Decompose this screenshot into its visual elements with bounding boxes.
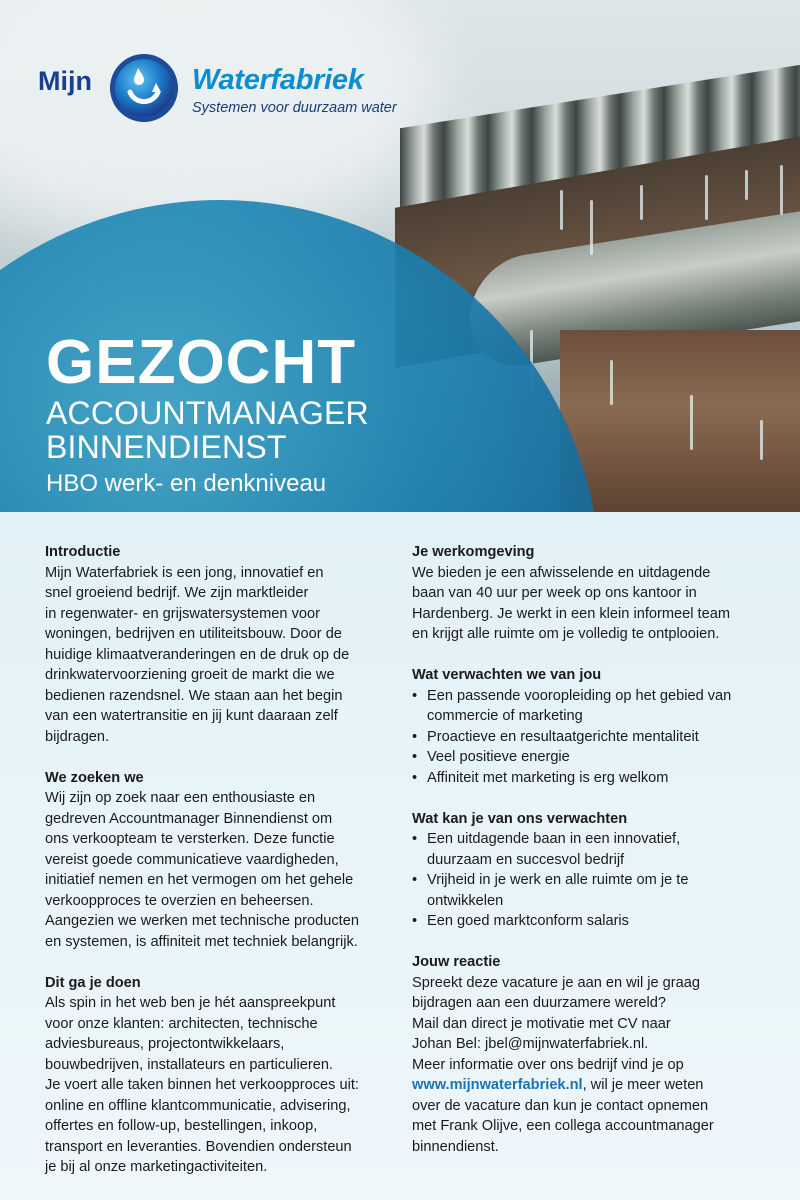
list-item-line: ontwikkelen <box>427 892 504 909</box>
list-item-line: • Veel positieve energie <box>427 749 570 765</box>
offer-list <box>412 829 777 932</box>
text-line: over de vacature dan kun je contact opnemen <box>412 1097 709 1114</box>
section-offer <box>412 809 777 932</box>
job-headline <box>46 330 369 498</box>
list-item-line: • Een passende vooropleiding op het gebied van <box>427 687 732 704</box>
section-title: Je werkomgeving <box>412 544 535 560</box>
text-line: Als spin in het web ben je hét aanspreekpunt <box>45 995 336 1011</box>
text-line: We bieden je een afwisselende en uitdagende <box>412 564 711 581</box>
list-item-line: duurzaam en succesvol bedrijf <box>427 851 625 868</box>
list-item <box>412 911 777 932</box>
text-line: Je voert alle taken binnen het verkoopproces uit: <box>45 1077 359 1093</box>
text-line: bijdragen aan een duurzamere wereld? <box>412 995 666 1011</box>
text-line: Meer informatie over ons bedrijf vind je op <box>412 1056 684 1073</box>
list-item <box>412 768 777 789</box>
section-reaction <box>412 952 777 1157</box>
text-line: met Frank Olijve, een collega accountmanager <box>412 1118 714 1134</box>
list-item <box>412 727 777 748</box>
text-line: en systemen, is affiniteit met techniek belangrijk. <box>45 933 358 950</box>
section-seeking <box>45 768 385 953</box>
logo-prefix: Mijn <box>38 66 92 96</box>
text-line: transport en leveranties. Bovendien ondersteun <box>45 1138 352 1155</box>
text-line: van een watertransitie en jij kunt daaraan zelf <box>45 708 338 724</box>
list-item <box>412 747 777 768</box>
list-item-line: commercie of marketing <box>427 708 583 724</box>
right-column <box>412 542 777 1178</box>
text-line: huidige klimaatveranderingen en de druk op de <box>45 646 350 663</box>
headline-role-line1: ACCOUNTMANAGER <box>46 395 369 431</box>
section-title: We zoeken we <box>45 769 144 786</box>
list-item-line: • Affiniteit met marketing is erg welkom <box>427 769 669 786</box>
website-link[interactable]: www.mijnwaterfabriek.nl <box>412 1077 583 1093</box>
text-line: bedienen razendsnel. We staan aan het begin <box>45 687 343 704</box>
section-tasks <box>45 973 385 1178</box>
text-line: online en offline klantcommunicatie, advisering, <box>45 1097 351 1114</box>
contact-email-line: Johan Bel: jbel@mijnwaterfabriek.nl. <box>412 1036 649 1052</box>
text-line: in regenwater- en grijswatersystemen voor <box>45 605 320 622</box>
section-title: Wat verwachten we van jou <box>412 667 602 683</box>
brick-wall-image <box>560 330 800 512</box>
logo-name: Waterfabriek <box>192 64 364 96</box>
text-line: Mijn Waterfabriek is een jong, innovatief en <box>45 564 324 581</box>
text-line: voor onze klanten: architecten, technische <box>45 1015 318 1032</box>
text-line: drinkwatervoorziening groeit de markt die we <box>45 667 335 683</box>
text-line: Spreekt deze vacature je aan en wil je graag <box>412 974 700 991</box>
website-line <box>412 1075 777 1096</box>
list-item <box>412 870 777 911</box>
section-intro <box>45 542 385 747</box>
headline-level: HBO werk- en denkniveau <box>46 470 327 497</box>
text-line: initiatief nemen en het vermogen om het gehele <box>45 872 354 888</box>
headline-role-line2: BINNENDIENST <box>46 429 287 465</box>
text-line: bijdragen. <box>45 728 110 745</box>
text-line: ons verkoopteam te versterken. Deze functie <box>45 831 335 847</box>
section-work-environment <box>412 542 777 645</box>
list-item-line: • Een goed marktconform salaris <box>427 913 629 929</box>
text-line: Mail dan direct je motivatie met CV naar <box>412 1015 671 1032</box>
text-line: offertes en follow-up, bestellingen, inkoop, <box>45 1118 318 1134</box>
list-item-line: • Vrijheid in je werk en alle ruimte om je te <box>427 872 689 888</box>
list-item <box>412 686 777 727</box>
vacancy-content <box>0 512 800 1200</box>
text-line: binnendienst. <box>412 1138 499 1155</box>
text-line: verkoopproces te overzien en beheersen. <box>45 892 314 909</box>
text-line: gedreven Accountmanager Binnendienst om <box>45 810 333 827</box>
section-title: Dit ga je doen <box>45 974 141 991</box>
text-line: Aangezien we werken met technische producten <box>45 913 359 929</box>
section-title: Wat kan je van ons verwachten <box>412 810 628 827</box>
text-line: Hardenberg. Je werkt in een klein informeel team <box>412 605 730 622</box>
water-cycle-icon <box>108 52 180 124</box>
text-line: Wij zijn op zoek naar een enthousiaste en <box>45 790 316 806</box>
text-line: en krijgt alle ruimte om je volledig te ontplooien. <box>412 626 720 642</box>
section-title: Introductie <box>45 544 121 560</box>
section-title: Jouw reactie <box>412 954 501 970</box>
text-line: vereist goede communicatieve vaardigheden, <box>45 851 339 868</box>
section-requirements <box>412 665 777 788</box>
text-line: adviesbureaus, projectontwikkelaars, <box>45 1036 285 1052</box>
text-line: bouwbedrijven, installateurs en particulieren. <box>45 1056 333 1073</box>
list-item-line: • Een uitdagende baan in een innovatief, <box>427 831 681 847</box>
website-line-rest: , wil je meer weten <box>582 1077 704 1093</box>
text-line: baan van 40 uur per week op ons kantoor in <box>412 585 697 601</box>
requirements-list <box>412 686 777 789</box>
hero-banner <box>0 0 800 512</box>
list-item-line: • Proactieve en resultaatgerichte mentaliteit <box>427 728 699 745</box>
text-line: snel groeiend bedrijf. We zijn marktleider <box>45 585 309 601</box>
headline-title: GEZOCHT <box>46 328 357 397</box>
text-line: je bij al onze marketingactiviteiten. <box>45 1159 268 1175</box>
left-column <box>45 542 385 1198</box>
logo-tagline: Systemen voor duurzaam water <box>192 100 397 116</box>
text-line: woningen, bedrijven en utiliteitsbouw. Door de <box>45 626 342 642</box>
list-item <box>412 829 777 870</box>
